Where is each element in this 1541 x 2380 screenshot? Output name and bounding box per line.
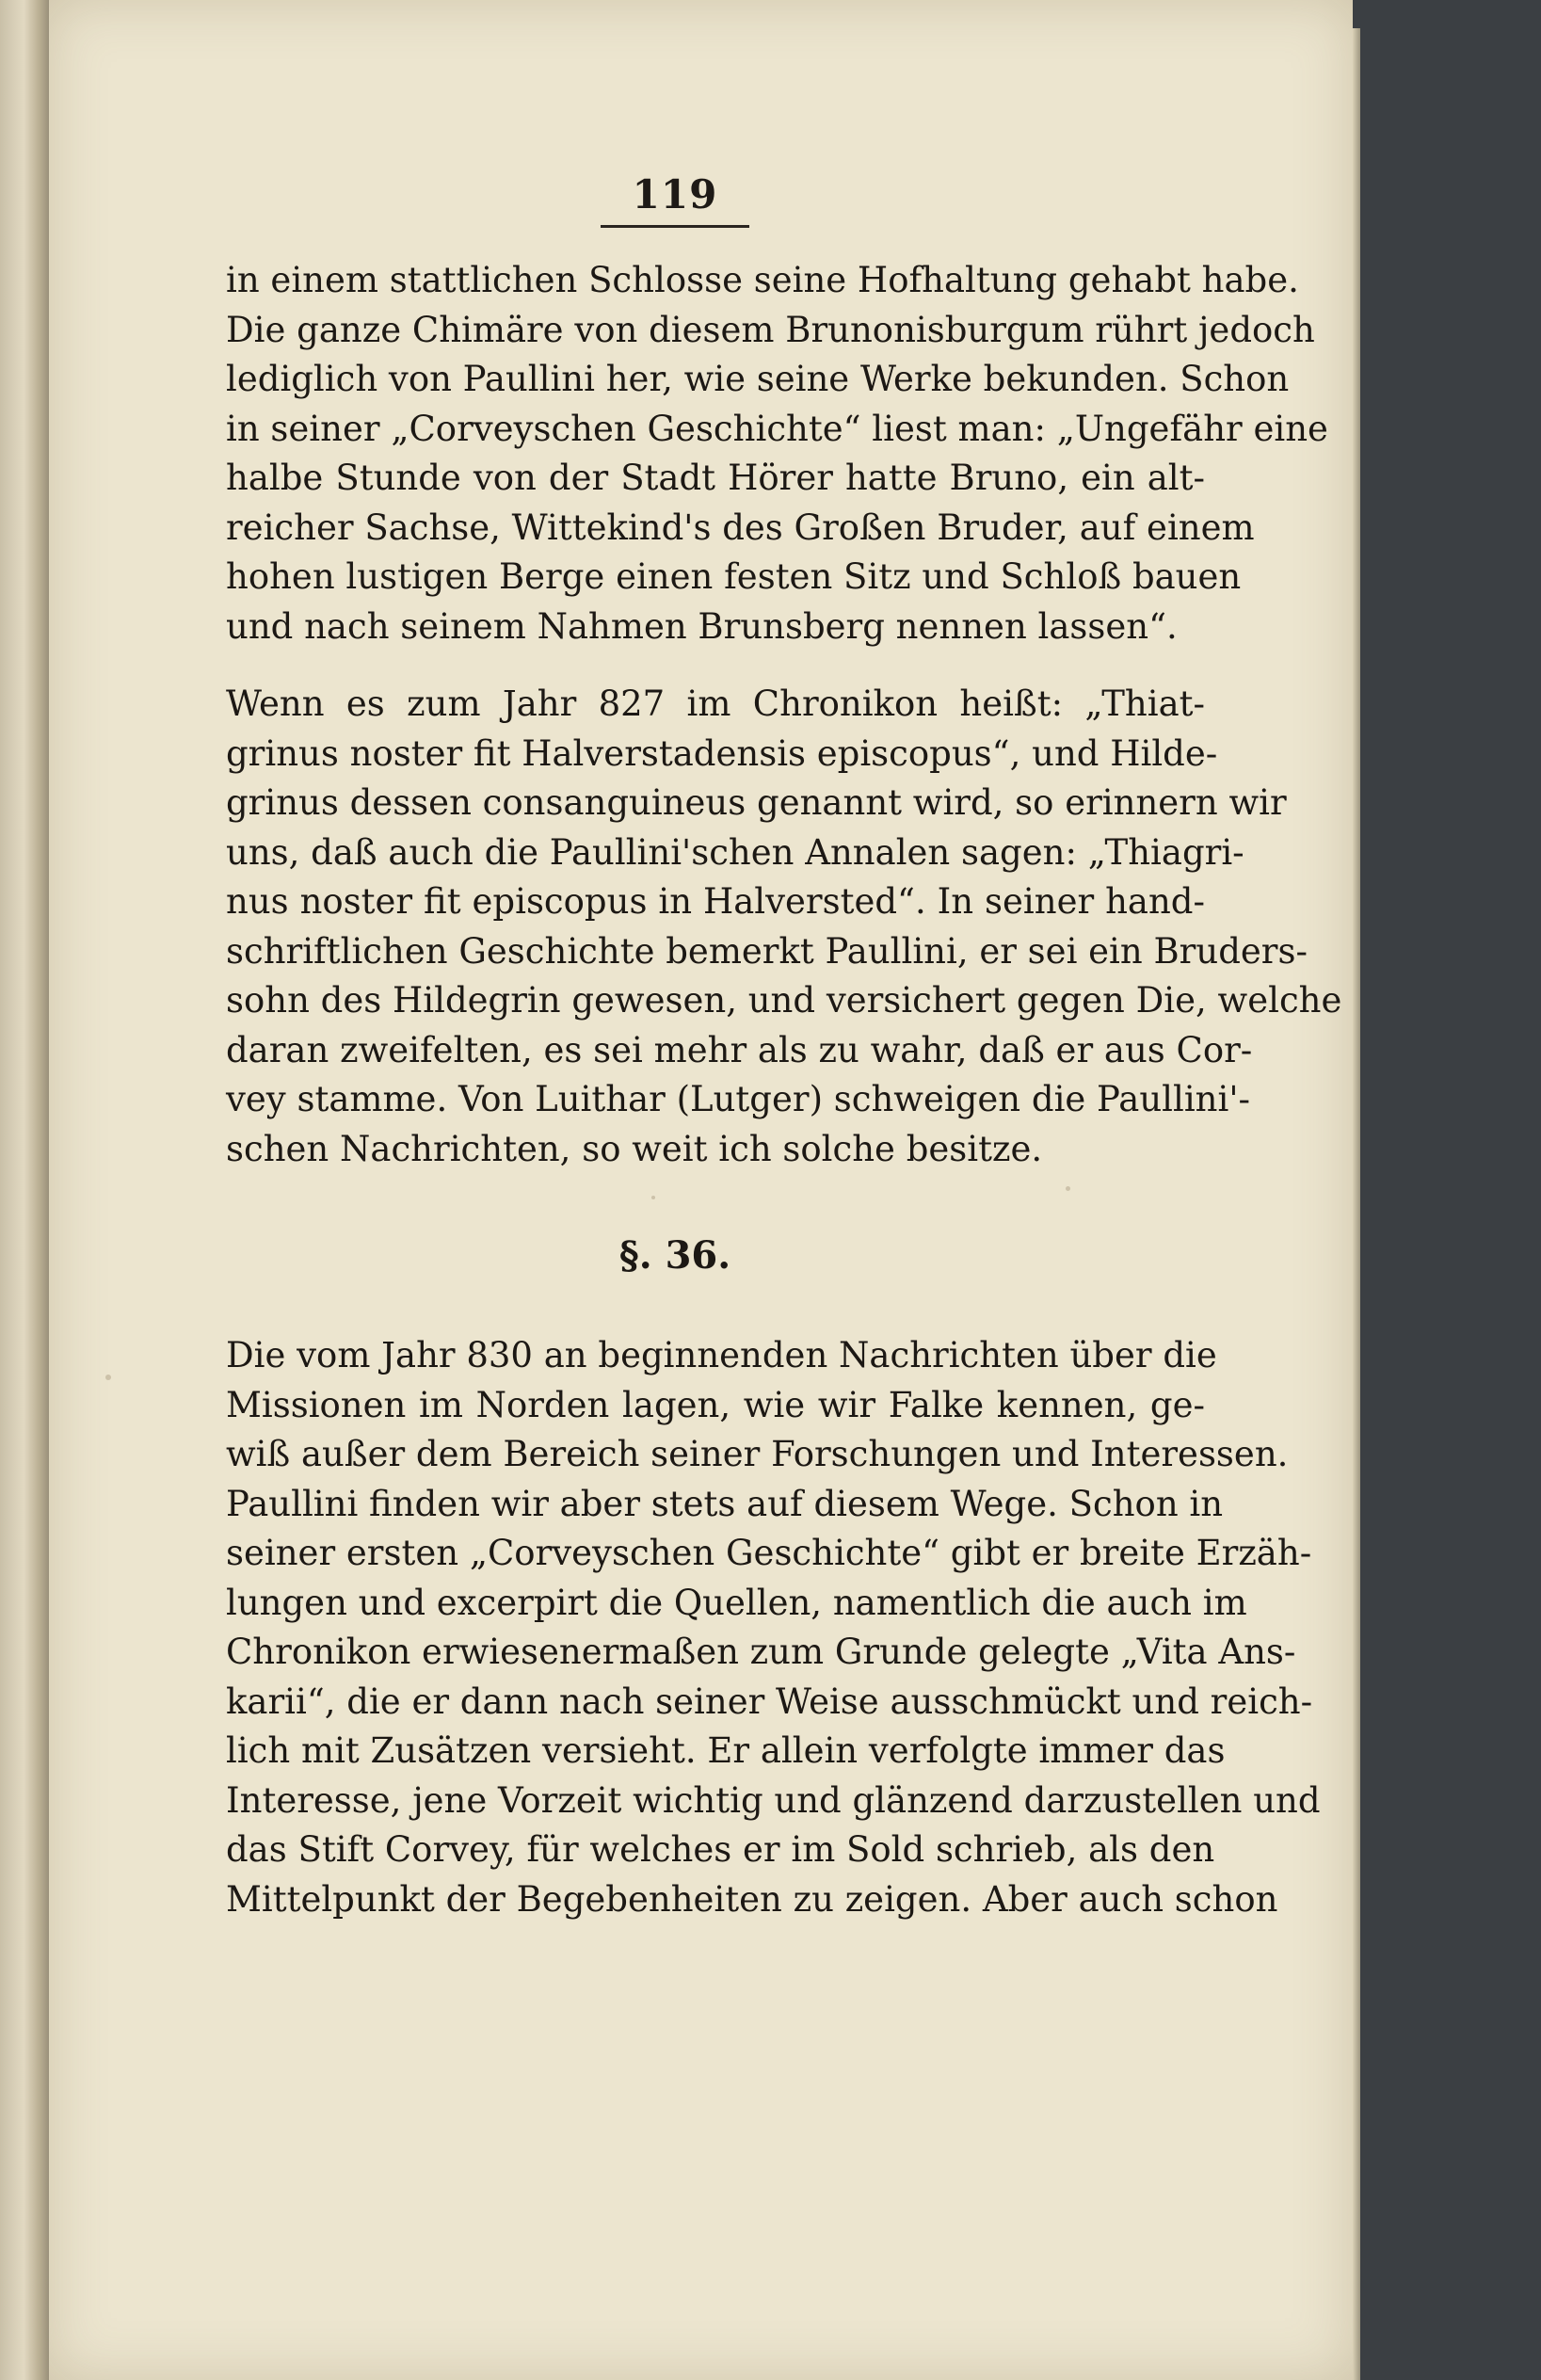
text-line: Die vom Jahr 830 an beginnenden Nachrichten über die xyxy=(226,1335,1217,1375)
text-line: karii“, die er dann nach seiner Weise ausschmückt und reich- xyxy=(226,1680,1313,1722)
page-header xyxy=(181,171,1169,228)
text-line: Paullini finden wir aber stets auf diesem Wege. Schon in xyxy=(226,1483,1224,1524)
text-line: Interesse, jene Vorzeit wichtig und glänzend darzustellen und xyxy=(226,1779,1321,1821)
paragraph-3 xyxy=(226,1331,1321,1924)
text-line: in einem stattlichen Schlosse seine Hofhaltung gehabt habe. xyxy=(226,260,1299,300)
paper-spot xyxy=(651,1196,655,1199)
text-line: reicher Sachse, Wittekind's des Großen Bruder, auf einem xyxy=(226,507,1255,548)
section-heading: §. 36. xyxy=(618,1233,731,1278)
text-line: Die ganze Chimäre von diesem Brunonisburgum rührt jedoch xyxy=(226,309,1315,350)
text-line: lungen und excerpirt die Quellen, namentlich die auch im xyxy=(226,1582,1247,1623)
text-line: in seiner „Corveyschen Geschichte“ liest man: „Ungefähr eine xyxy=(226,408,1328,449)
paragraph-1 xyxy=(226,256,1328,651)
page-edge xyxy=(1353,28,1360,2380)
book-spine xyxy=(0,0,53,2380)
text-line: vey stamme. Von Luithar (Lutger) schweigen die Paullini'- xyxy=(226,1079,1251,1119)
text-line: sohn des Hildegrin gewesen, und versichert gegen Die, welche xyxy=(226,980,1342,1021)
text-line: lediglich von Paullini her, wie seine Werke bekunden. Schon xyxy=(226,359,1290,399)
text-line: Missionen im Norden lagen, wie wir Falke kennen, ge- xyxy=(226,1384,1205,1425)
text-line: halbe Stunde von der Stadt Hörer hatte Bruno, ein alt- xyxy=(226,458,1205,498)
paper-spot xyxy=(1066,1186,1070,1191)
text-line: schriftlichen Geschichte bemerkt Paullini, er sei ein Bruders- xyxy=(226,930,1308,972)
text-line: Chronikon erwiesenermaßen zum Grunde gelegte „Vita Ans- xyxy=(226,1632,1296,1672)
paper-spot xyxy=(105,1375,111,1380)
text-line: Mittelpunkt der Begebenheiten zu zeigen. Aber auch schon xyxy=(226,1878,1278,1920)
text-line: seiner ersten „Corveyschen Geschichte“ gibt er breite Erzäh- xyxy=(226,1533,1312,1573)
text-line: Wenn es zum Jahr 827 im Chronikon heißt: „Thiat- xyxy=(226,683,1205,724)
text-line: hohen lustigen Berge einen festen Sitz und Schloß bauen xyxy=(226,556,1242,597)
text-line: das Stift Corvey, für welches er im Sold schrieb, als den xyxy=(226,1829,1215,1870)
text-line: uns, daß auch die Paullini'schen Annalen sagen: „Thiagri- xyxy=(226,831,1244,873)
page-number: 119 xyxy=(601,171,750,228)
text-line: grinus dessen consanguineus genannt wird, so erinnern wir xyxy=(226,782,1287,823)
paragraph-2 xyxy=(226,680,1342,1174)
text-line: grinus noster fit Halverstadensis episcopus“, und Hilde- xyxy=(226,732,1218,774)
text-line: schen Nachrichten, so weit ich solche besitze. xyxy=(226,1128,1043,1169)
text-line: wiß außer dem Bereich seiner Forschungen und Interessen. xyxy=(226,1434,1289,1474)
text-line: lich mit Zusätzen versieht. Er allein verfolgte immer das xyxy=(226,1730,1226,1771)
text-line: daran zweifelten, es sei mehr als zu wahr, daß er aus Cor- xyxy=(226,1029,1253,1070)
text-line: und nach seinem Nahmen Brunsberg nennen lassen“. xyxy=(226,605,1178,647)
text-line: nus noster fit episcopus in Halversted“. In seiner hand- xyxy=(226,881,1205,922)
